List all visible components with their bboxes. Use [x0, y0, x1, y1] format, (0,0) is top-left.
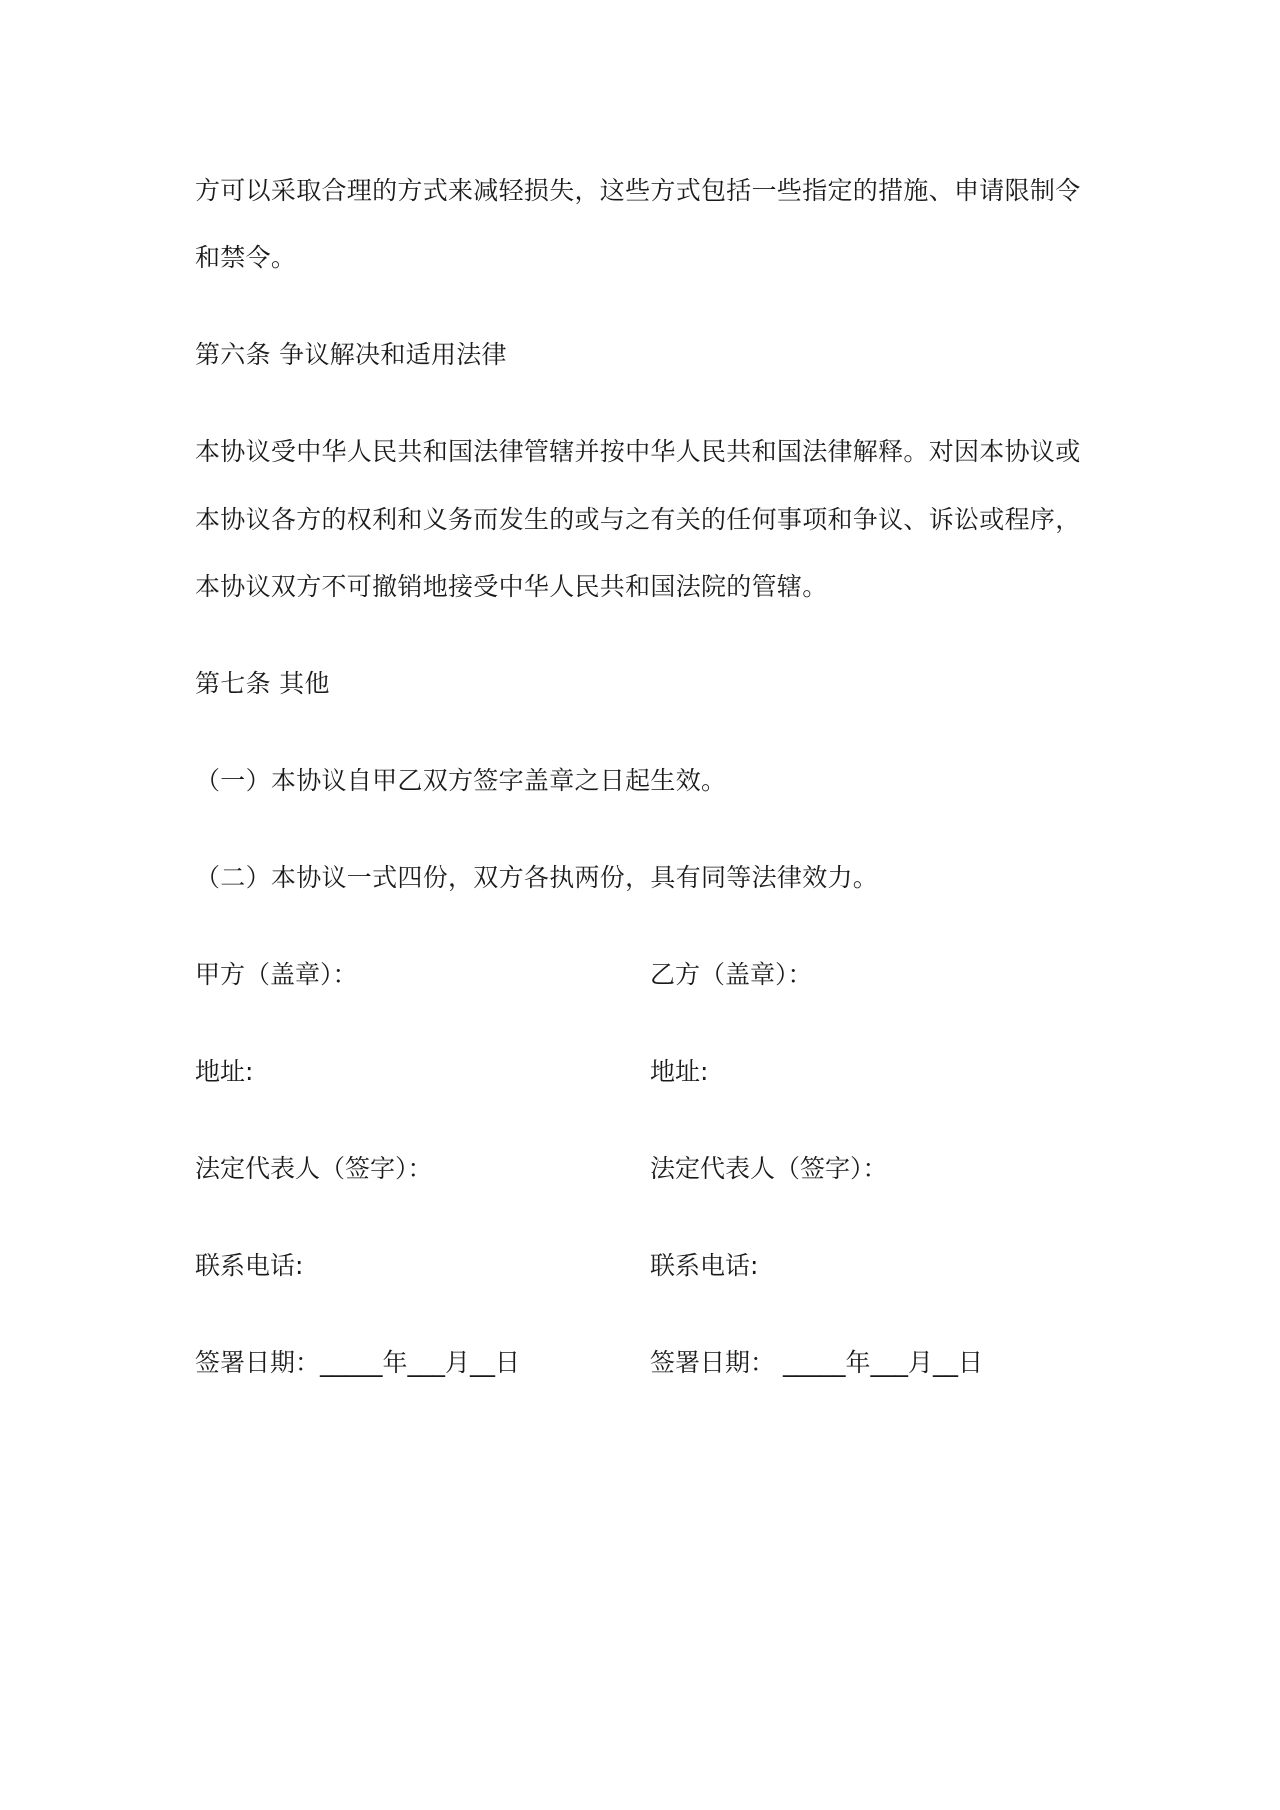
party-b-seal-label: 乙方（盖章）： [650, 960, 813, 989]
article-six-heading: 第六条 争议解决和适用法律 [195, 340, 507, 369]
party-a-date-label: 签署日期：_____年___月__日 [195, 1348, 521, 1377]
article-six-line-3: 本协议双方不可撤销地接受中华人民共和国法院的管辖。 [195, 572, 828, 601]
party-a-address-label: 地址: [195, 1057, 254, 1086]
article-seven-heading: 第七条 其他 [195, 669, 330, 698]
intro-line-1: 方可以采取合理的方式来减轻损失，这些方式包括一些指定的措施、申请限制令 [195, 176, 1081, 205]
party-a-legal-rep-label: 法定代表人（签字）： [195, 1154, 433, 1183]
party-b-date-label: 签署日期： _____年___月__日 [650, 1348, 983, 1377]
party-b-legal-rep-label: 法定代表人（签字）： [650, 1154, 888, 1183]
party-b-address-label: 地址: [650, 1057, 709, 1086]
article-seven-clause-1: （一）本协议自甲乙双方签字盖章之日起生效。 [195, 766, 727, 795]
article-six-line-2: 本协议各方的权利和义务而发生的或与之有关的任何事项和争议、诉讼或程序， [195, 505, 1081, 534]
article-six-line-1: 本协议受中华人民共和国法律管辖并按中华人民共和国法律解释。对因本协议或 [195, 437, 1081, 466]
party-b-phone-label: 联系电话: [650, 1251, 759, 1280]
intro-line-2: 和禁令。 [195, 243, 297, 272]
article-seven-clause-2: （二）本协议一式四份，双方各执两份，具有同等法律效力。 [195, 863, 879, 892]
party-a-phone-label: 联系电话: [195, 1251, 304, 1280]
party-a-seal-label: 甲方（盖章）： [195, 960, 358, 989]
